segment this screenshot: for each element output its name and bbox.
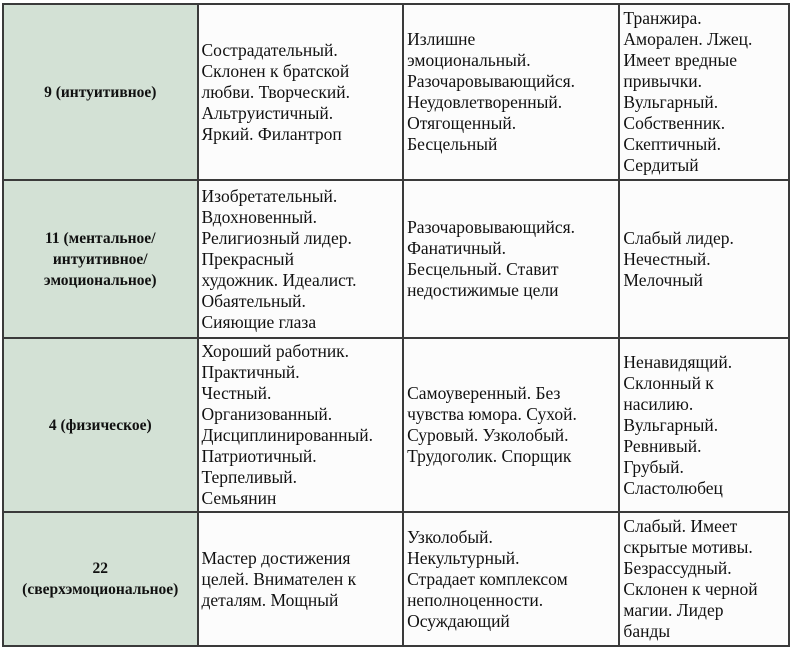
trait-line: Склонный к <box>623 372 714 393</box>
trait-line: Аморален. Лжец. <box>623 29 753 49</box>
trait-line: чувства юмора. Сухой. <box>407 404 577 424</box>
number-label-cell <box>3 180 198 338</box>
trait-line: Сострадательный. <box>201 39 338 60</box>
trait-line: Трудоголик. Спорщик <box>407 446 572 466</box>
neutral-traits-cell <box>403 4 619 180</box>
trait-line: Слабый лидер. <box>623 227 734 248</box>
trait-line: Скептичный. <box>623 134 721 154</box>
trait-line: Безрассудный. <box>623 558 732 578</box>
trait-line: Излишне <box>407 29 476 49</box>
trait-line: любви. Творческий. <box>201 81 350 102</box>
trait-line: Прекрасный <box>201 248 294 269</box>
trait-line: Сластолюбец <box>623 477 723 498</box>
trait-line: неполноценности. <box>407 589 544 610</box>
trait-line: Суровый. Узколобый. <box>407 425 569 445</box>
trait-line: деталям. Мощный <box>201 589 339 610</box>
positive-traits-cell <box>198 4 404 180</box>
number-label: 4 (физическое) <box>48 416 152 434</box>
trait-line: Страдает комплексом <box>407 568 568 589</box>
trait-line: Грубый. <box>623 456 684 477</box>
negative-traits-cell <box>619 338 789 512</box>
neutral-traits-cell <box>403 338 619 512</box>
trait-line: художник. Идеалист. <box>201 269 357 290</box>
trait-line: Вульгарный. <box>623 414 719 435</box>
number-label: эмоциональное) <box>43 271 157 289</box>
trait-line: Склонен к братской <box>201 60 350 81</box>
neutral-traits-cell <box>403 180 619 338</box>
trait-line: Фанатичный. <box>407 238 507 258</box>
trait-line: Патриотичный. <box>201 446 317 466</box>
table-row <box>3 180 789 338</box>
table-row <box>3 512 789 646</box>
trait-line: Ненавидящий. <box>623 351 733 372</box>
trait-line: Бесцельный. Ставит <box>407 259 559 279</box>
trait-line: Хороший работник. <box>201 341 350 361</box>
trait-line: Разочаровывающийся. <box>407 217 576 237</box>
trait-line: Склонен к черной <box>623 579 758 599</box>
trait-line: Сияющие глаза <box>201 311 317 332</box>
trait-line: банды <box>623 621 671 641</box>
table-row <box>3 338 789 512</box>
positive-traits-cell <box>198 512 404 646</box>
trait-line: скрытые мотивы. <box>623 537 753 557</box>
number-label-cell <box>3 4 198 180</box>
trait-line: Организованный. <box>201 404 333 424</box>
trait-line: Некультурный. <box>407 547 520 568</box>
trait-line: насилию. <box>623 393 694 414</box>
trait-line: Яркий. Филантроп <box>201 123 342 144</box>
trait-line: Честный. <box>201 383 272 403</box>
trait-line: Терпеливый. <box>201 467 298 487</box>
negative-traits-cell <box>619 512 789 646</box>
positive-traits-cell <box>198 180 404 338</box>
negative-traits-cell <box>619 4 789 180</box>
trait-line: Узколобый. <box>407 526 493 547</box>
trait-line: магии. Лидер <box>623 600 724 620</box>
trait-line: Самоуверенный. Без <box>407 383 561 403</box>
number-label-cell <box>3 338 198 512</box>
trait-line: Вульгарный. <box>623 92 719 112</box>
neutral-traits-cell <box>403 512 619 646</box>
trait-line: целей. Внимателен к <box>201 568 357 589</box>
trait-line: Имеет вредные <box>623 50 738 70</box>
table-row <box>3 4 789 180</box>
trait-line: Осуждающий <box>407 610 510 631</box>
trait-line: Мелочный <box>623 269 703 290</box>
trait-line: Разочаровывающийся. <box>407 71 576 91</box>
number-label-cell <box>3 512 198 646</box>
trait-line: Отягощенный. <box>407 113 517 133</box>
number-label: 22 <box>92 560 108 577</box>
positive-traits-cell <box>198 338 404 512</box>
trait-line: Альтруистичный. <box>201 102 334 123</box>
number-label: интуитивное/ <box>52 250 148 268</box>
trait-line: Мастер достижения <box>201 547 351 568</box>
trait-line: Бесцельный <box>407 134 498 154</box>
trait-line: Транжира. <box>623 8 702 28</box>
number-label: 9 (интуитивное) <box>44 83 157 101</box>
trait-line: Нечестный. <box>623 248 711 269</box>
trait-line: Неудовлетворенный. <box>407 92 563 112</box>
trait-line: Обаятельный. <box>201 290 306 311</box>
number-label: 11 (ментальное/ <box>45 229 156 247</box>
trait-line: Изобретательный. <box>201 185 338 206</box>
number-label: (сверхэмоциональное) <box>22 581 179 598</box>
negative-traits-cell <box>619 180 789 338</box>
trait-line: эмоциональный. <box>407 50 531 70</box>
trait-line: Дисциплинированный. <box>201 425 374 445</box>
trait-line: недостижимые цели <box>407 280 559 300</box>
trait-line: привычки. <box>623 71 702 91</box>
trait-line: Религиозный лидер. <box>201 227 352 248</box>
number-traits-table <box>2 3 790 647</box>
trait-line: Собственник. <box>623 113 726 133</box>
trait-line: Семьянин <box>201 488 277 508</box>
trait-line: Ревнивый. <box>623 435 702 456</box>
trait-line: Сердитый <box>623 155 699 175</box>
trait-line: Вдохновенный. <box>201 206 317 227</box>
trait-line: Слабый. Имеет <box>623 516 738 536</box>
trait-line: Практичный. <box>201 362 300 382</box>
